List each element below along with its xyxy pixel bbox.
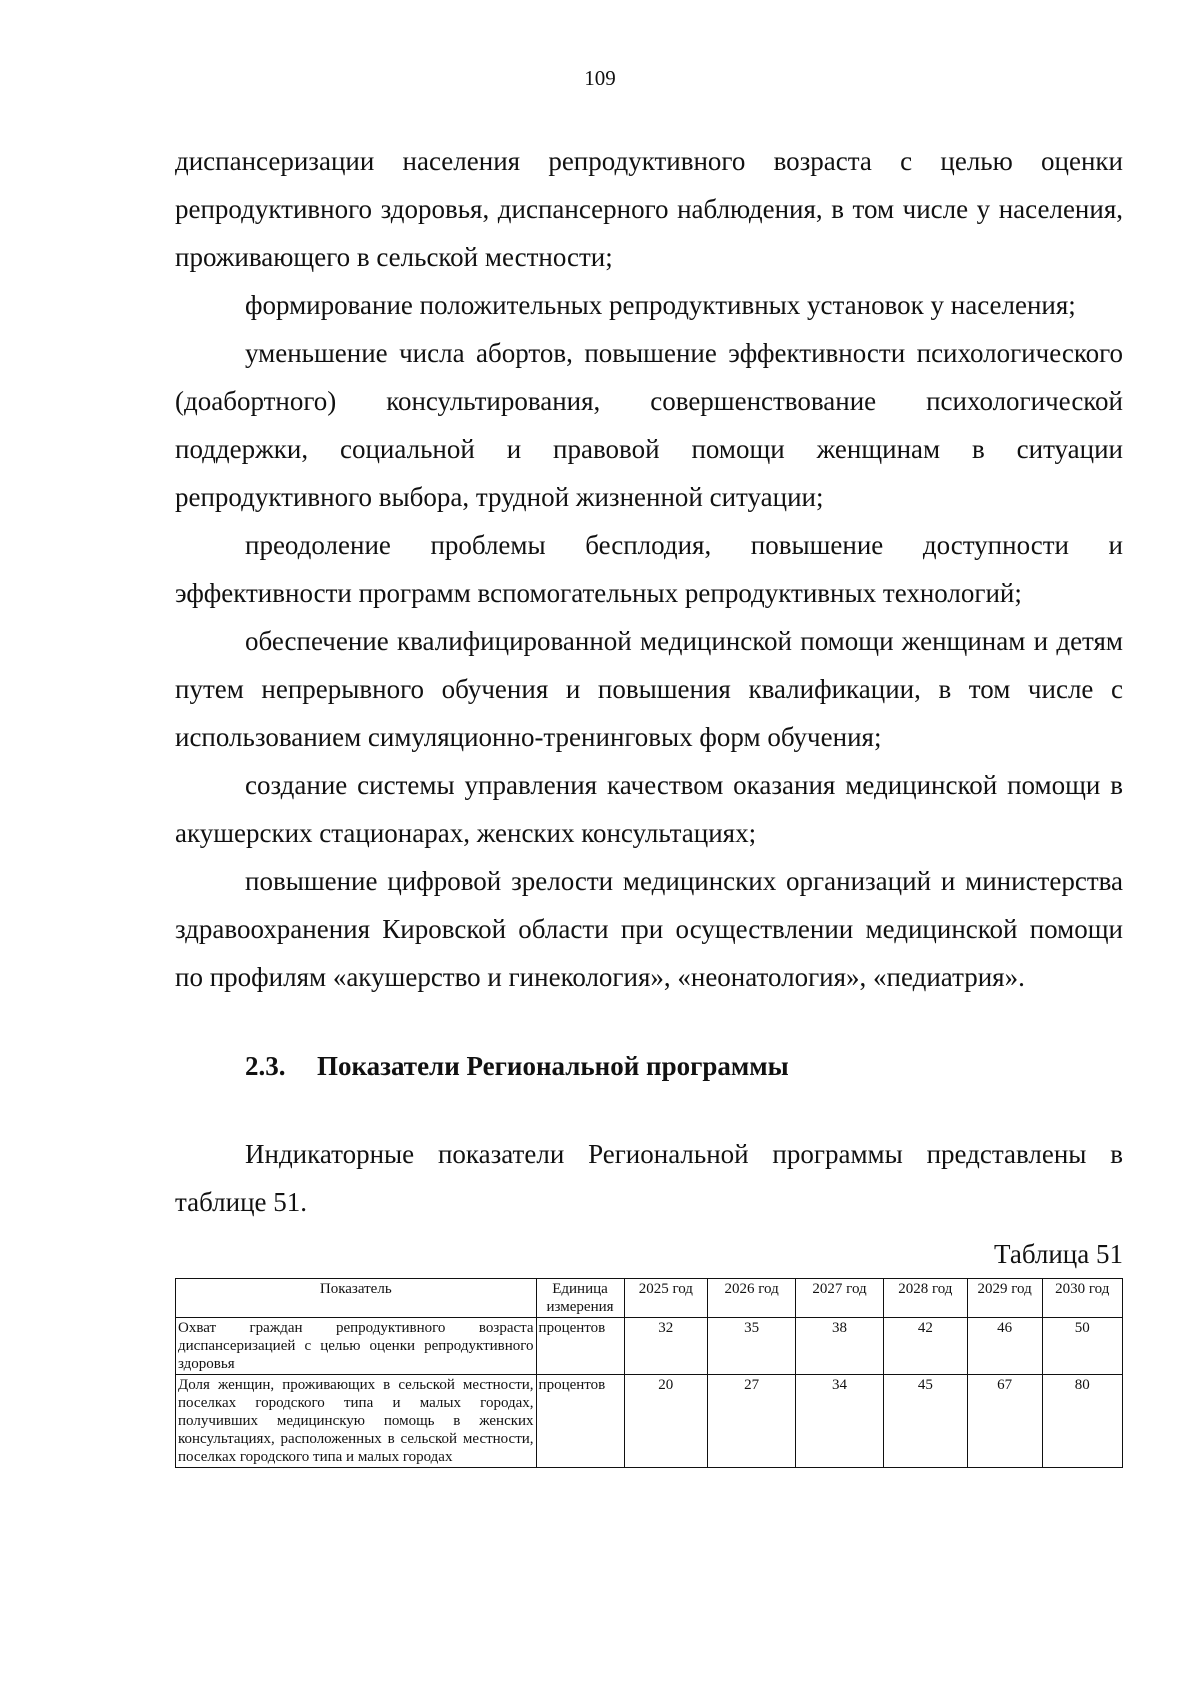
document-body [175, 137, 1123, 1468]
header-year: 2028 год [884, 1279, 968, 1318]
header-unit: Единица измерения [536, 1279, 624, 1318]
paragraph: повышение цифровой зрелости медицинских организаций и министерства здравоохранения Кировской области при осуществлении медицинской помощи по профилям «акушерство и гинекология», «неонатология», «педиатрия». [175, 866, 1123, 992]
table-caption: Таблица 51 [994, 1239, 1123, 1269]
section-number: 2.3. [245, 1051, 286, 1081]
value-cell: 80 [1042, 1375, 1122, 1468]
value-cell: 50 [1042, 1318, 1122, 1375]
page-number: 109 [584, 66, 616, 90]
header-indicator: Показатель [176, 1279, 537, 1318]
paragraph: формирование положительных репродуктивных установок у населения; [245, 290, 1076, 320]
table-header-row [176, 1279, 1123, 1318]
section-heading [175, 1042, 1123, 1090]
value-cell: 34 [796, 1375, 884, 1468]
value-cell: 32 [624, 1318, 708, 1375]
value-cell: 35 [708, 1318, 796, 1375]
table-row [176, 1318, 1123, 1375]
paragraph: уменьшение числа абортов, повышение эффективности психологического (доабортного) консультирования, совершенствование психологической поддержки, социальной и правовой помощи женщинам в ситуации репродуктивного выбора, трудной жизненной ситуации; [175, 338, 1123, 512]
header-year: 2029 год [967, 1279, 1042, 1318]
indicator-cell: Охват граждан репродуктивного возраста диспансеризацией с целью оценки репродуктивного здоровья [176, 1318, 537, 1375]
unit-cell: процентов [536, 1375, 624, 1468]
value-cell: 45 [884, 1375, 968, 1468]
paragraph: создание системы управления качеством оказания медицинской помощи в акушерских стационарах, женских консультациях; [175, 770, 1123, 848]
unit-cell: процентов [536, 1318, 624, 1375]
header-year: 2025 год [624, 1279, 708, 1318]
indicators-table [175, 1278, 1123, 1468]
value-cell: 46 [967, 1318, 1042, 1375]
header-year: 2030 год [1042, 1279, 1122, 1318]
value-cell: 20 [624, 1375, 708, 1468]
value-cell: 42 [884, 1318, 968, 1375]
section-title: Показатели Региональной программы [317, 1051, 789, 1081]
header-year: 2026 год [708, 1279, 796, 1318]
paragraph: преодоление проблемы бесплодия, повышение доступности и эффективности программ вспомогательных репродуктивных технологий; [175, 530, 1123, 608]
indicator-cell: Доля женщин, проживающих в сельской местности, поселках городского типа и малых городах, получивших медицинскую помощь в женских консультациях, расположенных в сельской местности, поселках городского типа и малых городах [176, 1375, 537, 1468]
header-year: 2027 год [796, 1279, 884, 1318]
value-cell: 38 [796, 1318, 884, 1375]
paragraph: обеспечение квалифицированной медицинской помощи женщинам и детям путем непрерывного обучения и повышения квалификации, в том числе с использованием симуляционно-тренинговых форм обучения; [175, 626, 1123, 752]
paragraph: диспансеризации населения репродуктивного возраста с целью оценки репродуктивного здоровья, диспансерного наблюдения, в том числе у населения, проживающего в сельской местности; [175, 146, 1123, 272]
value-cell: 67 [967, 1375, 1042, 1468]
value-cell: 27 [708, 1375, 796, 1468]
table-intro-paragraph: Индикаторные показатели Региональной программы представлены в таблице 51. [175, 1139, 1123, 1217]
table-row [176, 1375, 1123, 1468]
